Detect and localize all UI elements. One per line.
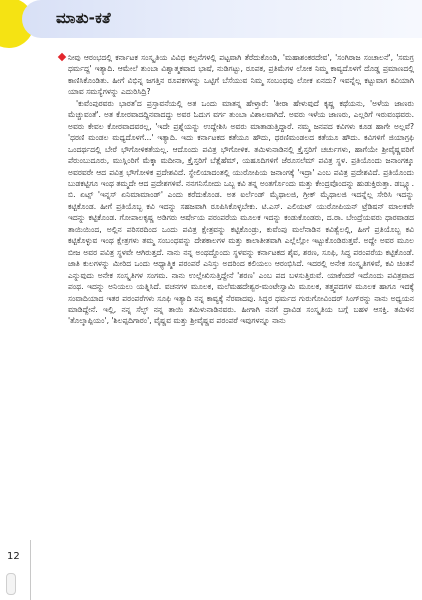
question-text: ನೀವು ಆರಂಭದಲ್ಲಿ ಕರ್ನಾಟಕ ಸಂಸ್ಕೃತಿಯ ವಿವಿಧ ಕಲ್ಪನೆಗಳಲ್ಲಿ ಪಟ್ಟವಾಗಿ ತೆರೆದುಕೊಂಡಿ, 'ಮಹಾಶಂಕರದೇವ', 'ಸಂಗಿರಾಜ ಸಂಚಾಲನೆ', 'ಸಮಗ್ರ ಧರ್ಮದ್ದ' ಇತ್ಯಾದಿ. ಆಮೇಲೆ ತುಂಬಾ ವಿಶ್ವಾತ್ಮಕವಾದ ಭಾಷೆ, ನುಡಿಗಟ್ಟು, ರೂಪಕ, ಪ್ರತಿಮೆಗಳ ಲೋಕ ನಿಮ್ಮ ಕಾವ್ಯದೊಳಗೆ ದೊಡ್ಡ ಪ್ರಮಾಣದಲ್ಲಿ ಕಾಣಿಸಿಕೊಂಡಿತು. ಹೀಗೆ ವಿಭಿನ್ನ ಜಗತ್ತಿನ ರೂಪಕಗಳನ್ನು ಒಟ್ಟಿಗೆ ಬೆಸೆಯುವ ನಿಮ್ಮ ಸಂಬಂಧವು ಲೋಕ ಏನದು? ಇವನ್ನೆಲ್ಲ ಕಟ್ಟುವಾಗ ಕವಿಯಾಗಿ ಯಾವ ಸಮಸ್ಯೆಗಳನ್ನು ಎದುರಿಸಿದ್ರಿ? <box>68 53 414 97</box>
page-number: 12 <box>7 551 20 562</box>
bullet-diamond-icon <box>58 53 66 61</box>
section-title: ಮಾತು-ಕತೆ <box>56 9 111 27</box>
article-body <box>68 52 414 327</box>
answer-paragraph: 'ಕುವೆಂಪುರವರು ಭಾರತ'ದ ಪ್ರಸ್ತಾವನೆಯಲ್ಲಿ ಅತ ಒಂದು ಮಾತನ್ನ ಹೇಳ್ತಾರೆ: 'ತೀರಾ ಹೇಳುವುದೆ ಕೃಷ್ಣ ಕಥೆಯನು, 'ಅಳೆಯ ಜಾಣರು ಮೆಚ್ಚುವಂತೆ'. ಅತ ಕೋರವಾದದ್ದಿನವಾದದ್ದು ಅವರ ಓದುಗ ವರ್ಗ ತುಂಬಾ ವಿಶಾಲವಾಗಿದೆ. ಅವರು ಇಳೆಯ ಜಾಣರು, ಎಲ್ಲರಿಗೆ ಇರುವಂಥವರು. ಅವರು ಕೇವಲ ಕೋರವಾದವರಲ್ಲ, 'ಇದೇ ಪ್ರಶ್ನೆಯನ್ನು ಉದ್ದೇಶಿಸಿ ಅವರು ಮಾತಾಡುತ್ತಿದ್ದಾರೆ. ನಮ್ಮ ಜನಪದ ಕವಿಗಳು ಕೂಡ ಹಾಗೇ ಅಲ್ಲವೆ? 'ಧರಣಿ ಮಂಡಲ ಮಧ್ಯದೊಳಗೆ...' ಇತ್ಯಾದಿ. ಇದು ಕರ್ನಾಟಕದ ಕತೆಯೂ ಹೌದು, ಧರಣಿಮಂಡಲದ ಕತೆಯೂ ಹೌದು. ಕವಿಗಳಿಗೆ ಜಿಯಾಗ್ರಫಿ ಒಂದರ್ಥದಲ್ಲಿ ಬೇರೆ ಭೌಗೋಳಿಕತೆಯಲ್ಲ. ಆದೊಂದು ಪವಿತ್ರ ಭೌಗೋಳಿಕ. ತಮಿಳುನಾಡಿನಲ್ಲಿ ಕ್ರೈಸ್ತರಿಗೆ ಚರ್ಚುಗಳು, ಹಾಗೆಯೇ ಶ್ರೀವೈಷ್ಣವರಿಗೆ ಪೆರುಂಬುದೂರು, ಮುಸ್ಲಿಂರಿಗೆ ಮೆಕ್ಕಾ ಮದೀನಾ, ಕ್ರೈಸ್ತರಿಗೆ ಬೆತ್ಲೆಹೆಮ್, ಯಹೂದಿಗಳಿಗೆ ಜೆರೂಸಲೆಮ್ ಪವಿತ್ರ ಸ್ಥಳ. ಪ್ರತಿಯೊಂದು ಜನಾಂಗಕ್ಕೂ ಅವರವರೇ ಆದ ಪವಿತ್ರ ಭೌಗೋಳಿಕ ಪ್ರದೇಶವಿದೆ. ಸ್ಥೇಲಿಯಾದಂತಲ್ಲಿ ಯುರೋಪಿಯ ಜನಾಂಗಕ್ಕೆ 'ಇದ್ರಾ' ಎಂಬ ಪವಿತ್ರ ಪ್ರದೇಶವಿದೆ. ಪ್ರತಿಯೊಂದು ಬುಡಕಟ್ಟಿಗೂ ಇಂಥ ತಮ್ಮದೇ ಆದ ಪ್ರದೇಶಗಳಿವೆ. ನನಗನಿಸೋದು ಒಬ್ಬ ಕವಿ ತನ್ನ ಅಂತರ್ಗೊಂದು ಮತ್ತು ಕೇಂದ್ರವೊಂದನ್ನು ಹುಡುಕ್ತಿರುತ್ತಾ. ಡಬ್ಲ್ಯೂ. ಬಿ. ಏಟ್ಸ್ 'ಇನ್ನಸ್ ಏನಿಮಾಮಾಂಡ್' ಎಂದು ಕರೆದುಕೊಂಡ. ಅತ ಐರ್ಲೆಂಡ್ ಮೈಥಾಲಜಿ, ಗ್ರೀಕ್ ಮೈಥಾಲಜಿ ಇದನ್ನೆಲ್ಲ ಸೇರಿಸಿ ಇದನ್ನು ಕಟ್ಟಿಕೊಂಡ. ಹೀಗೆ ಪ್ರತಿಯೊಬ್ಬ ಕವಿ ಇದನ್ನು ಸಹಜವಾಗಿ ರೂಪಿಸಿಕೊಳ್ಳಬೇಕು. ಟಿ.ಎಸ್. ಎಲಿಯಟ್ ಯುರೋಪಿಯನ್ ಟ್ರೆಡಿಷನ್ ಮಾಲಕವೇ ಇದನ್ನು ಕಟ್ಟಿಕೊಂಡ. ಗೋಪಾಲಕೃಷ್ಣ ಅಡಿಗರು ಆರ್ಷೇಯ ಪರಂಪರೆಯ ಮೂಲಕ ಇದನ್ನು ಕಂಡುಕೊಂಡರು, ದ.ರಾ. ಬೇಂದ್ರೆಯವರು ಧಾರವಾಡದ ತಾಯಿಯಿಂದ, ಅಲ್ಲಿನ ಪರಿಸರದಿಂದ ಒಂದು ಪವಿತ್ರ ಕ್ಷೇತ್ರವನ್ನು ಕಟ್ಟಿಕೊಂಡ್ರು, ಕುವೆಂಪು ಮಲೆನಾಡಿನ ಕವಿತ್ವೆಲಲ್ಲಿ, ಹೀಗೆ ಪ್ರತಿಯೊಬ್ಬ ಕವಿ ಕಟ್ಟಿಕೊಳ್ಳುವ ಇಂಥ ಕ್ಷೇತ್ರಗಳು ತಮ್ಮ ಸಂಬಂಧವನ್ನು ದೇಶಕಾಲಗಳ ಮತ್ತು ಕಾಲಾತೀತವಾಗಿ ಎಲ್ಲೆಲ್ಲೋ ಇಟ್ಟುಕೊಂಡಿರುತ್ತವೆ. ಅದ್ದೇ ಅವರ ಮೂಲ ಬೀಜ ಅವರ ಪವಿತ್ರ ಸ್ಥಳವೇ ಆಗಿರುತ್ತದೆ. ನಾನು ನನ್ನ ಅಂಥದ್ದೊಂದು ಸ್ಥಳವನ್ನು ಕರ್ನಾಟಕದ ಶೈವ, ಶರಣ, ಸೂಫಿ, ಸಿದ್ಧ ಪರಂಪರೆಯ ಕಟ್ಟಿಕೊಂಡೆ. ಜಾತಿ ಕುಲಗಳನ್ನು ಮೀರಿದ ಒಂದು ಆಧ್ಯಾತ್ಮಿಕ ಪರಂಪರೆ ಎನಿಸ್ತು ಅದರಿಂದ ಕಲಿಯಲು ಆರಂಭಿಸಿದೆ. ಇದರಲ್ಲಿ ಅನೇಕ ಸಂಸ್ಕೃತಿಗಳಿವೆ, ಕವಿ ಚಿಂತನೆ ಎನ್ನುವುದು ಅನೇಕ ಸಂಸ್ಕೃತಿಗಳ ಸಂಗಮ. ನಾನು ಉಲ್ಲೇಖಿಸುತ್ತಿದ್ದೇನೆ 'ಶರಣ' ಎಂಬ ಪದ ಬಳಸುತ್ತಿರುವೆ. ಯಾಕೆಂದರೆ ಇದೊಂದು ಪವಿತ್ರವಾದ ಪಂಥ. ಇದನ್ನು ಅನಿಯಲು ಯತ್ನಿಸಿದೆ. ವಚನಗಳ ಮೂಲಕ, ಮಲೆಮಹದೇಶ್ವರ-ಮಂಟೇಸ್ವಾಮಿ ಮೂಲಕ, ತತ್ತ್ವಪದಗಳ ಮೂಲಕ ಹಾಗೂ ಇದಕ್ಕೆ ಸಂವಾದಿಯಾದ ಇತರ ಪರಂಪರೆಗಳು ಸೂಫಿ ಇತ್ಯಾದಿ ನನ್ನ ಕಾವ್ಯಕ್ಕೆ ನೆರವಾದವು. ಸಿದ್ಧರ ಧರ್ಮದ ಗುರುಗೋವಿಂದರ್ ಸಿಂಗ್‌ರನ್ನು ನಾನು ಅಧ್ಯಯನ ಮಾಡಿದ್ದೇನೆ. ಇಲ್ಲಿ, ನನ್ನ ಸೆಲ್ಫ್ ನನ್ನ ತಾಯಿ ತಮಿಳುನಾಡಿನವರು. ಹೀಗಾಗಿ ನನಗೆ ದ್ರಾವಿಡ ಸಂಸ್ಕೃತಿಯ ಬಗ್ಗೆ ಬಹಳ ಆಸಕ್ತಿ. ತಮಿಳಿನ 'ತೊಲ್ಕಾಪ್ಪಿಯಂ', 'ಶಿಲಪ್ಪದಿಗಾರಂ', ವೈಷ್ಣವ ಮತ್ತು ಶ್ರೀವೈಷ್ಣವ ಪರಂಪರೆ ಇವುಗಳನ್ನೂ ನಾನು <box>68 98 414 326</box>
question-paragraph <box>68 52 414 98</box>
margin-rule <box>30 540 31 600</box>
spiral-binding-ring <box>6 573 16 595</box>
